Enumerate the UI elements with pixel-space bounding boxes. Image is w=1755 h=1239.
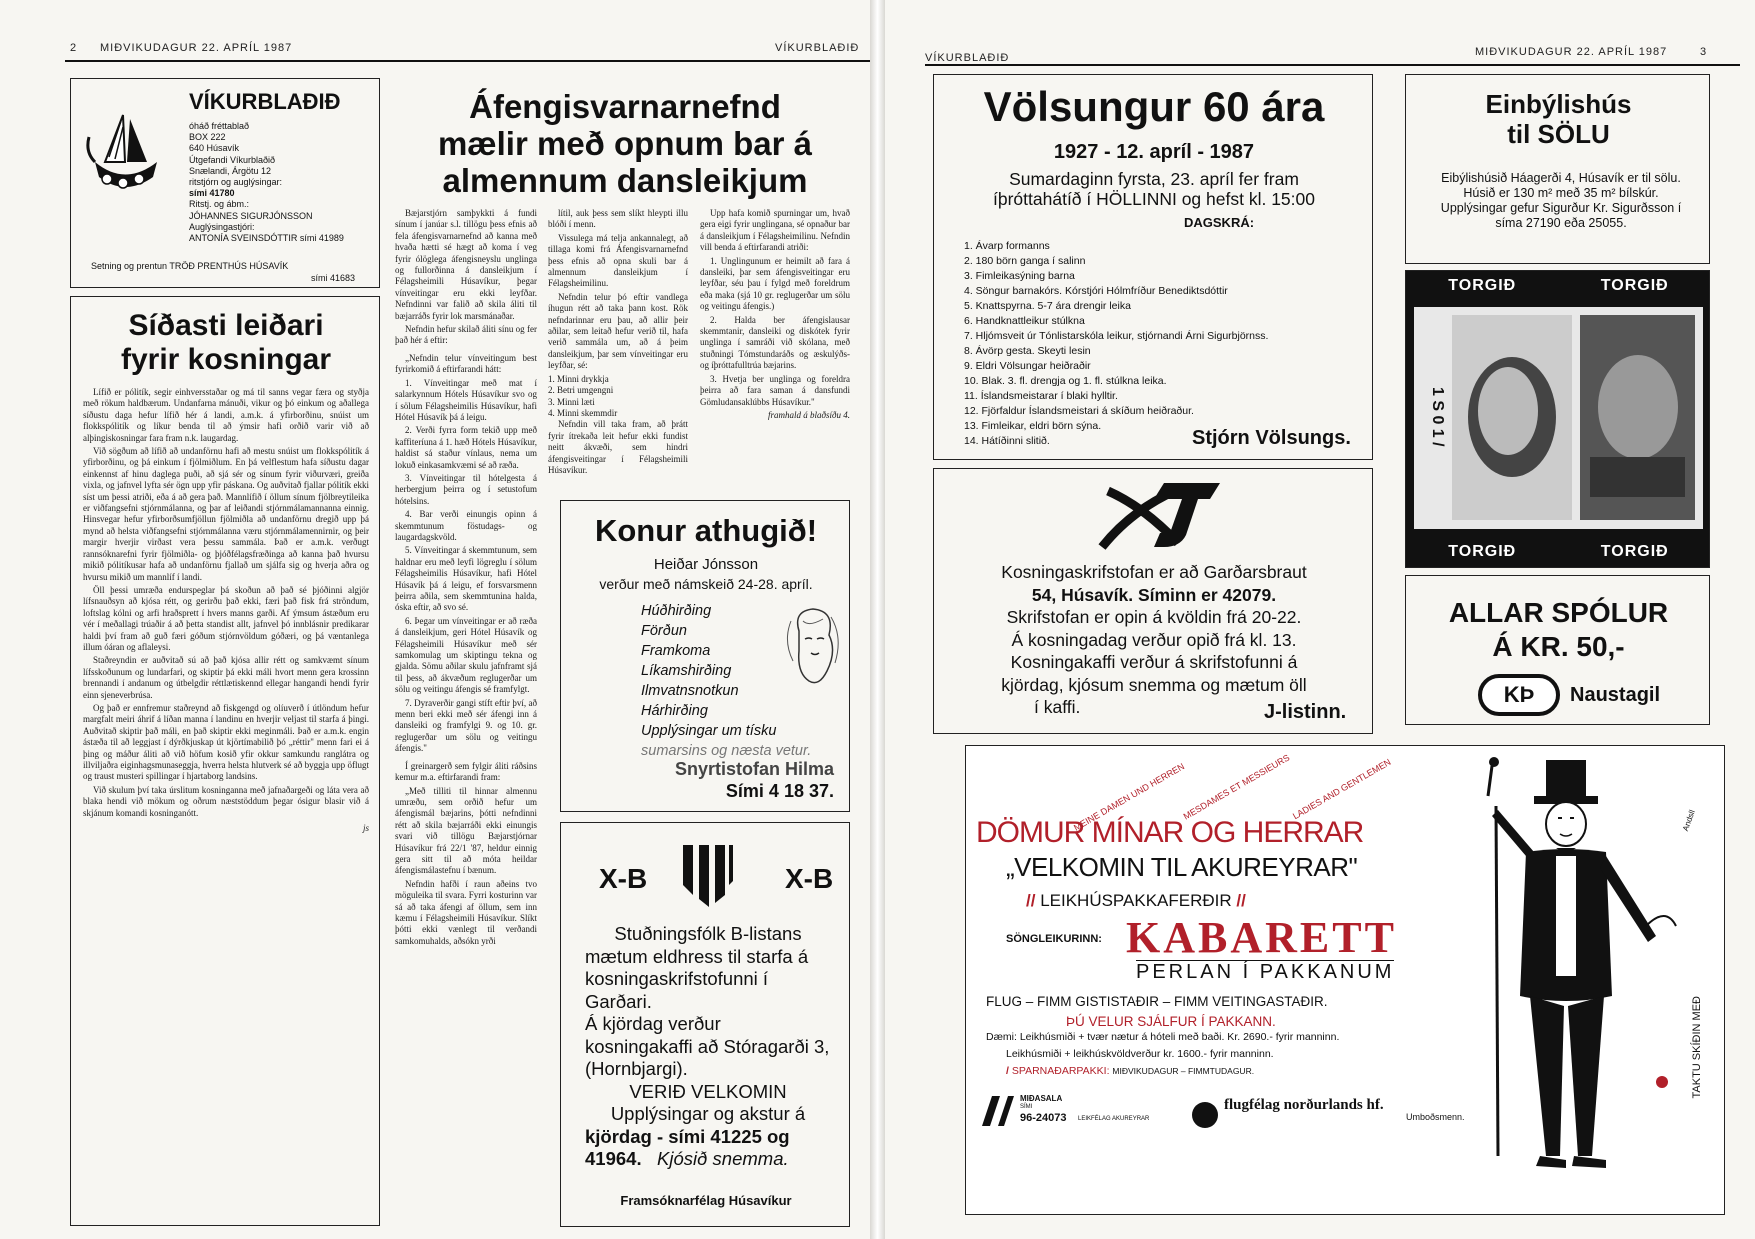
masthead-line: ritstjórn og auglýsingar: [189, 177, 283, 188]
video-cover-image [1450, 307, 1700, 529]
volsungur-years: 1927 - 12. apríl - 1987 [1053, 141, 1255, 163]
article-paragraph: „Með tilliti til hinnar almennu umræðu, sem orðið hefur um áfengismál bæjarins, þótti nefndinni rétt að skila bæjarráði ekki einungis svari við tillögu Bæjarstjórnar Húsavíkur frá 22/1 '87, heldur einnig gera sitt til að móta heildar áfengismálastefnu í bænum. [395, 785, 537, 876]
agenda-item: 4. Söngur barnakórs. Kórstjóri Hólmfríður Benediktsdóttir [964, 285, 1228, 297]
einbyli-title-line: til SÖLU [1507, 119, 1610, 149]
masthead-line: óháð fréttablað [189, 121, 250, 131]
left-header-paper: VÍKURBLAÐIÐ [775, 42, 860, 54]
einbyli-title-line: Einbýlishús [1485, 89, 1632, 119]
kabarett-umbod: Umboðsmenn. [1406, 1112, 1465, 1122]
jlisti-line: Kosningaskrifstofan er að Garðarsbraut [1001, 562, 1307, 582]
kabarett-simi: SÍMI [1020, 1104, 1033, 1110]
masthead-printer-phone: sími 41683 [311, 273, 356, 283]
xb-ad-footer: Framsóknarfélag Húsavíkur [620, 1193, 792, 1208]
article-column-2 [548, 208, 688, 498]
jlisti-text [954, 561, 1354, 719]
article-headline-line: Áfengisvarnarnefnd [469, 88, 781, 125]
volsungur-intro [934, 169, 1373, 209]
article-paragraph: Nefndin telur þó eftir vandlega íhugun rétt að taka þann kost. Rök nefndarinnar eru þau, að allir þeir aðilar, sem leitað hefur verið til, hafa verið sammála um, að á þeim dansleikjum, þar sem vínveitingar eru leyfðar, sé: [548, 291, 688, 371]
masthead-line: Ritstj. og ábm.: [189, 199, 250, 210]
konur-ad-topic: Förðun [641, 623, 687, 639]
editorial-paragraph: Við skulum því taka úrslitum kosninganna með jafnaðargeði og láta vera að blaka hendi við mökum og oðrum næststöddum þegar ósigur blasir við á skjánum komandi kosninganótt. [83, 784, 369, 818]
masthead-printer: Setning og prentun TRÖÐ PRENTHÚS HÚSAVÍK [91, 261, 289, 271]
kabarett-choose: ÞÚ VELUR SJÁLFUR Í PAKKANN. [1066, 1014, 1276, 1029]
xb-ad-line: VERIÐ VELKOMIN [629, 1080, 787, 1102]
kabarett-greet-english: LADIES AND GENTLEMEN [1290, 756, 1393, 822]
article-list-item: 2. Halda ber áfengislausar skemmtanir, dansleiki og diskótek fyrir unglinga í samráði við skólana, með stuðningi Tómstundaráðs og æskulýðs- og íþróttafulltrúa bæjarins. [700, 314, 850, 371]
kabarett-la: LEIKFÉLAG AKUREYRAR [1078, 1116, 1150, 1122]
header-rule [65, 60, 870, 62]
torgid-bottom-labels [1406, 537, 1710, 567]
article-list-item: 4. Minni skemmdir [548, 407, 618, 418]
article-list-item: 6. Þegar um vínveitingar er að ræða á dansleikjum, geri Hótel Húsavík og Félagsheimili Húsavíkur með sér samkomulag um skiptingu tekna og gjalda. Sömu aðilar skulu jafnframt sjá til þess, að ákvæðum reglugerðar um sölu og veitingu áfengis sé framfylgt. [395, 615, 537, 695]
spolur-line: Á KR. 50,- [1492, 631, 1625, 662]
right-header-paper: VÍKURBLAÐIÐ [925, 52, 1010, 64]
article-list-item: 1. Minni drykkja [548, 373, 609, 384]
editorial-body [83, 387, 369, 1217]
flugfelag-logo [1192, 1102, 1218, 1128]
masthead-editor: JÓHANNES SIGURJÓNSSON [189, 210, 313, 221]
kabarett-greet-german: MEINE DAMEN UND HERREN [1071, 761, 1187, 833]
editorial-signature: js [362, 823, 369, 834]
konur-ad-topic: Líkamshirðing [641, 663, 732, 679]
agenda-item: 2. 180 börn ganga í salinn [964, 255, 1086, 267]
agenda-item: 11. Íslandsmeistarar í blaki hylltir. [964, 390, 1118, 402]
masthead-line: Snælandi, Árgötu 12 [189, 165, 272, 176]
masthead-line: Auglýsingastjóri: [189, 221, 255, 232]
article-headline [395, 88, 855, 199]
kabarett-greet-french: MESDAMES ET MESSIEURS [1181, 752, 1292, 822]
jlisti-line: 54, Húsavík. Síminn er 42079. [1031, 584, 1277, 605]
einbyli-text: Eibýlishúsið Háagerði 4, Húsavík er til sölu. Húsið er 130 m² með 35 m² bílskúr. Upplýsingar gefur Sigurður Kr. Sigurðsson í síma 27190 eða 25055. [1440, 171, 1682, 230]
volsungur-box [933, 74, 1373, 460]
volsungur-agenda-title: DAGSKRÁ: [1184, 215, 1255, 230]
article-list-item: 1. Vínveitingar með mat í salarkynnum Hótels Húsavíkur svo og í sölum Félagsheimilis Húsavíkur, hafi Hótel Húsavík þá á leigu. [395, 377, 537, 422]
kabarett-trip [1026, 891, 1246, 911]
konur-ad-course: verður með námskeið 24-28. apríl. [599, 576, 813, 592]
volsungur-intro-line: íþróttahátíð í HÖLLINNI og hefst kl. 15:00 [993, 189, 1315, 209]
volsungur-agenda [964, 239, 1364, 449]
konur-ad-box [560, 500, 850, 812]
agenda-item: 8. Ávörp gesta. Skeyti lesin [964, 345, 1091, 357]
agenda-item: 10. Blak. 3. fl. drengja og 1. fl. stúlkna leika. [964, 375, 1167, 387]
xb-ad-box [560, 822, 850, 1227]
woman-sketch-illustration [779, 601, 843, 697]
kabarett-sparnad-days: MIÐVIKUDAGUR – FIMMTUDAGUR. [1112, 1066, 1255, 1076]
xb-ad-line: Stuðningsfólk B-listans [614, 923, 802, 944]
kabarett-show-title: KABARETT [1126, 913, 1397, 962]
masthead-title: VÍKURBLAÐIÐ [189, 89, 341, 114]
article-paragraph: Nefndin hafði í raun aðeins tvo möguleika til svara. Fyrri kosturinn var sá að taka áfengi af öllum, sem inn kæmu í Félagsheimili Húsavíkur. Slíkt þótti ekki vænlegt til verðandi samkomuhalds, aðsókn yrði [395, 878, 537, 946]
agenda-item: 12. Fjörfaldur Íslandsmeistari á skíðum heiðraður. [964, 405, 1194, 417]
kabarett-side-text: TAKTU SKÍÐIN MEÐ [1691, 996, 1703, 1099]
kabarett-services: FLUG – FIMM GISTISTAÐIR – FIMM VEITINGASTAÐIR. [986, 994, 1328, 1009]
jlisti-line: í kaffi. [1034, 697, 1081, 717]
einbyli-title [1406, 89, 1710, 149]
xb-ad-line: kjördag - sími 41225 og [585, 1125, 790, 1147]
article-list-item: 1. Unglingunum er heimilt að fara á dansleiki, þar sem áfengisveitingar eru leyfðar, séu þau í fylgd með foreldrum eða maka (sjá 10 gr. reglugerðar um sölu og veitingu áfengis.) [700, 255, 850, 312]
spolur-box [1405, 575, 1710, 725]
konur-ad-name: Heiðar Jónsson [653, 556, 759, 573]
konur-ad-topic: Húðhirðing [641, 603, 712, 619]
volsungur-signature: Stjórn Völsungs. [1192, 427, 1351, 449]
kabarett-sparnad-label: SPARNAÐARPAKKI: [1011, 1065, 1110, 1077]
kabarett-phone: 96-24073 [1020, 1112, 1067, 1124]
viking-ship-logo [85, 107, 165, 197]
article-continued: framhald á blaðsíðu 4. [767, 409, 850, 420]
masthead-line: 640 Húsavík [189, 143, 240, 154]
editorial-paragraph: Lífið er pólitík, segir einhversstaðar og má til sanns vegar færa og styðja með rökum haldbærum. Undanfarna mánuði, vikur og þó einkum og aðallega síðustu daga hefur lífið hér á landi, a.m.k. á yfirborðinu, snúist um flokkspólitík og líkur benda til að ýmsir hafi orðið varir við að alþingiskosningar fara fram n.k. laugardag. [83, 387, 369, 443]
editorial-paragraph: Og það er ennfremur staðreynd að fiskgengd og olíuverð í útlöndum hefur margfalt meiri áhrif á líðan manna í landinu en hverjir veljast til starfa á þingi. Auðvitað skiptir það máli, en það skiptir ekki meginmáli. Það er a.m.k. engin ástæða til að leggjast í dýrðkjuskap út kjörtímabilið þó „réttir" menn fari ei á þing og máður áliti að við höfum kosið yfir okkur samkundu ranglátra og illviljaðra eiginhagsmunaseggja, hverra helsta hlutverk sé að byggja upp öflugt og traust musteri spillingar í hjartaborg landsins. [83, 702, 369, 782]
masthead-info [189, 121, 374, 244]
editorial-paragraph: Við sögðum að lífið að undanförnu hafi að mestu snúist um flokkspólitík á yfirborðinu, og þá einkum í fjölmiðlum. En þá velflestum hafa síðustu dagar einkennst af hinu daglega puði, að sjá sér og sínum fyrir viðurværi, greiða vixla, og jafnvel lyfta sér ögn upp yfir páskana. Og auðvitað fjallar pólitík ekki síst um þessi atriði, eða á að gera það. Mannlífið í öllum sínum fjölbreytileika er viðfangsefni stjórnmálanna, og þar af leiðandi stjórnmálamannanna einnig. Hinsvegar hefur yfirborðsumfjöllun fjölmiðla að undanförnu dregið upp þá mynd að helsta viðfangsefni stjórnmálanna væru stjórnmálamennirnir, og þeir margir hverjir virðast vera þessu sammála. Það er a.m.k. verðugt rannsóknarefni fyrir fjölmiðla- og þjóðfélagsfræðinga að kanna það hvursu mikið pólitíkusar hafa að undanförnu fjallað um sjálfa sig og hverja aðra og hvursu mikið um mannlíf í landi. [83, 446, 369, 582]
torgid-label: TORGIÐ [1559, 537, 1711, 567]
jlisti-line: Skrifstofan er opin á kvöldin frá 20-22. [1006, 607, 1302, 627]
article-list-item: 7. Dyraverðir gangi stíft eftir því, að menn beri ekki með sér áfengi inn á dansleiki og framfylgi 9. og 10. gr. reglugerðar um sölu og veitingu áfengis." [395, 697, 537, 754]
jlisti-line: kjördag, kjósum snemma og mætum öll [1001, 674, 1307, 695]
book-gutter [870, 0, 885, 1239]
slash-icon: // [1026, 891, 1036, 910]
editorial-paragraph: Staðreyndin er auðvitað sú að það kjósa allir rétt og samkvæmt sínum lífsskoðunum og lundarfari, og skiptir þá ekki máli hvort menn gera krossinn brennandi í andanum og útbelgdir réttlætiskennd ellegar hangandi hendi fyrir einn sjeneverbrúsa. [83, 655, 369, 700]
agenda-item: 3. Fimleikasýning barna [964, 270, 1075, 282]
right-page-number: 3 [1700, 46, 1708, 58]
masthead-box [70, 78, 380, 288]
right-page [885, 0, 1755, 1239]
article-paragraph: Nefndin hefur skilað áliti sínu og fer það hér á eftir: [395, 324, 537, 346]
kth-logo-text: KÞ [1503, 682, 1535, 707]
einbyli-box [1405, 74, 1710, 264]
torgid-label: TORGIÐ [1559, 271, 1711, 301]
editorial-box [70, 296, 380, 1226]
xb-ad-line: (Hornbjargi). [585, 1058, 688, 1079]
article-column-1 [395, 208, 537, 1233]
masthead-ad-manager: ANTONÍA SVEINSDÓTTIR sími 41989 [189, 233, 344, 244]
article-column-3 [700, 208, 850, 498]
spolur-line: ALLAR SPÓLUR [1448, 597, 1669, 628]
editorial-paragraph: Öll þessi umræða endurspeglar þá skoðun að það sé þjóðinni algjör lífsnauðsyn að kjósa rétt, og gerirðu það ekki, færi það fisk frá ströndum, loftslag kólni og arfi hraðsprett í hvers manns garði. Af ýmsum ástæðum eru vér í meðallagi trúaðir á að þetta standist allt, jafnvel þó innblásnir predikarar haldi því fram að guð færi góðum stjórnvöldum góðæri, og þá væntanlega illum óáran og aflaleysi. [83, 584, 369, 652]
kabarett-trip-label: LEIKHÚSPAKKAFERÐIR [1040, 891, 1232, 910]
jlisti-signature: J-listinn. [1264, 701, 1347, 723]
spolur-store: Naustagil [1570, 684, 1661, 706]
konur-ad-topic: Framkoma [641, 643, 711, 659]
article-paragraph: Nefndin vill taka fram, að þrátt fyrir ítrekaða leit hefur ekki fundist neitt ákvæði, sem hindri áfengisveitingar í Félagsheimili Húsavíkur. [548, 419, 688, 475]
kabarett-flugfelag: flugfélag norðurlands hf. [1224, 1097, 1384, 1113]
torgid-top-labels [1406, 271, 1710, 301]
konur-ad-salon: Snyrtistofan Hilma [674, 759, 834, 779]
jlisti-box [933, 468, 1373, 734]
kabarett-example-1: Dæmi: Leikhúsmiði + tvær nætur á hóteli með baði. Kr. 2690.- fyrir manninn. [986, 1031, 1340, 1043]
slash-icon: / [1006, 1065, 1009, 1077]
kabarett-sparnad [1006, 1065, 1254, 1077]
konur-ad-topic: sumarsins og næsta vetur. [641, 743, 812, 759]
torgid-box [1405, 270, 1710, 568]
article-paragraph: „Nefndin telur vínveitingum best fyrirkomið á eftirfarandi hátt: [395, 352, 537, 375]
xb-ad-line: Upplýsingar og akstur á [610, 1103, 806, 1124]
masthead-line: BOX 222 [189, 132, 226, 143]
article-list-item: 2. Verði fyrra form tekið upp með kaffiteríuna á 1. hæð Hótels Húsavíkur, haldist sá staður vínlaus, nema um lokuð einkasamkvæmi sé að ræða. [395, 425, 537, 470]
article-paragraph: Upp hafa komið spurningar um, hvað gera eigi fyrir unglingana, sé opnaður bar á dansleikjum í Félagsheimilinu. Nefndin vill benda á eftirfarandi atriði: [700, 208, 850, 253]
left-page [0, 0, 870, 1239]
slash-icon: // [1236, 891, 1246, 910]
konur-ad-topic: Upplýsingar um tísku [641, 723, 777, 739]
framsokn-logo [679, 841, 735, 911]
konur-ad-title: Konur athugið! [594, 513, 818, 548]
jlisti-line: Kosningakaffi verður á skrifstofunni á [1010, 652, 1298, 672]
xb-ad-line: mætum eldhress til starfa á [585, 945, 809, 967]
kabarett-example-2: Leikhúsmiði + leikhúskvöldverður kr. 1600.- fyrir manninn. [1006, 1048, 1274, 1060]
left-page-number: 2 [70, 42, 78, 54]
kth-logo [1478, 674, 1560, 716]
agenda-item: 7. Hljómsveit úr Tónlistarskóla leikur, stjórnandi Árni Sigurbjörnss. [964, 330, 1269, 342]
konur-ad-phone: Sími 4 18 37. [725, 781, 834, 801]
kabarett-perlan: PERLAN Í PAKKANUM [1136, 961, 1395, 983]
xb-ad-line: Á kjördag verður kosningakaffi að Stóragarði 3, [585, 1013, 830, 1057]
kabarett-headline: DÖMUR MÍNAR OG HERRAR [976, 816, 1364, 849]
agenda-item: 6. Handknattleikur stúlkna [964, 315, 1085, 327]
agenda-item: 5. Knattspyrna. 5-7 ára drengir leika [964, 300, 1131, 312]
article-list-item: 3. Hvetja ber unglinga og foreldra þeirra að fara saman á dansfundi Gömludansaklúbbs Húsavíkur." [700, 373, 850, 407]
article-paragraph: Í greinargerð sem fylgir áliti ráðsins kemur m.a. eftirfarandi fram: [395, 760, 537, 783]
header-rule [925, 64, 1740, 66]
cabaret-performer-illustration [1486, 756, 1686, 1176]
article-paragraph: lítil, auk þess sem slíkt hleypti illu blóði í menn. [548, 208, 688, 230]
xb-ad-line: kosningaskrifstofunni í [585, 968, 769, 989]
article-headline-line: almennum dansleikjum [442, 162, 808, 199]
agenda-item: 1. Ávarp formanns [964, 240, 1050, 252]
kabarett-songleikur: SÖNGLEIKURINN: [1006, 933, 1102, 945]
article-list-item: 5. Vínveitingar á skemmtunum, sem haldnar eru með leyfi lögreglu í sölum Félagsheimilis Húsavíkur, hafi Hótel Húsavík þá á leigu, ef forsvarsmenn þeirra aðila, sem skemmtunina halda, óska eftir, að svo sé. [395, 545, 537, 613]
editorial-title-line: Síðasti leiðari [128, 309, 324, 342]
article-list-item: 4. Bar verði einungis opinn á skemmtunum föstudags- og laugardagskvöld. [395, 509, 537, 542]
artist-signature: Andsll [1680, 808, 1697, 833]
kabarett-box [965, 745, 1725, 1215]
agenda-item: 9. Eldri Völsungar heiðraðir [964, 360, 1091, 372]
article-headline-line: mælir með opnum bar á [437, 125, 813, 162]
torgid-film-text: 1 S 0 1 / [1429, 387, 1446, 447]
agenda-item: 14. Hátíðinni slitið. [964, 435, 1050, 447]
xb-ad-line: Garðari. [585, 990, 652, 1012]
kabarett-midasala: MIÐASALA [1020, 1094, 1063, 1103]
konur-ad-topic: Hárhirðing [641, 703, 708, 719]
xb-ad-right: X-B [785, 863, 834, 894]
editorial-title-line: fyrir kosningar [120, 343, 332, 376]
agenda-item: 13. Fimleikar, eldri börn sýna. [964, 420, 1102, 432]
torgid-video-covers [1414, 307, 1703, 529]
jlisti-line: Á kosningadag verður opið frá kl. 13. [1011, 629, 1297, 650]
spolur-headline [1406, 596, 1710, 664]
article-paragraph: Bæjarstjórn samþykkti á fundi sínum í janúar s.l. tillögu þess efnis að fela áfengisvarnarnefnd að kanna með hvaða hætti sé hægt að koma í veg fyrir ólöglega áfengisneyslu unglinga og fullorðinna á dansleikjum í Félagsheimili Húsavíkur, þegar vínveitingar eru ekki leyfðar. Nefndinni var falið að skila áliti til bæjarráðs fyrir lok marsmánaðar. [395, 208, 537, 321]
leikfelag-logo [980, 1094, 1014, 1128]
kabarett-welcome: „VELKOMIN TIL AKUREYRAR" [1006, 852, 1358, 882]
volsungur-intro-line: Sumardaginn fyrsta, 23. apríl fer fram [1009, 169, 1299, 189]
xb-ad-vote: Kjósið snemma. [657, 1148, 789, 1169]
masthead-line: Útgefandi Víkurblaðið [189, 154, 276, 165]
torgid-label: TORGIÐ [1406, 271, 1559, 301]
red-dot-icon [1656, 1076, 1668, 1088]
konur-ad-topic: Ilmvatnsnotkun [641, 683, 739, 699]
xb-ad-text [585, 923, 831, 1171]
torgid-label: TORGIÐ [1406, 537, 1559, 567]
xb-ad-phone: 41964. [585, 1148, 642, 1169]
masthead-phone: sími 41780 [189, 188, 235, 199]
article-list-item: 2. Betri umgengni [548, 385, 614, 396]
article-list-item: 3. Minni læti [548, 396, 595, 407]
editorial-title [71, 309, 380, 377]
volsungur-title: Völsungur 60 ára [983, 83, 1325, 130]
left-header-date: MIÐVIKUDAGUR 22. APRÍL 1987 [100, 42, 293, 54]
xj-logo [1094, 477, 1224, 551]
xb-ad-left: X-B [599, 863, 648, 894]
article-list-item: 3. Vínveitingar til hótelgesta á herbergjum þeirra og í setustofum hótelsins. [395, 472, 537, 506]
right-header-date: MIÐVIKUDAGUR 22. APRÍL 1987 [1475, 46, 1668, 58]
article-paragraph: Vissulega má telja ankannalegt, að tillaga komi frá Áfengisvarnarnefnd þess efnis að opna skuli bar á almennum dansleikjum í Félagsheimilinu. [548, 232, 688, 289]
